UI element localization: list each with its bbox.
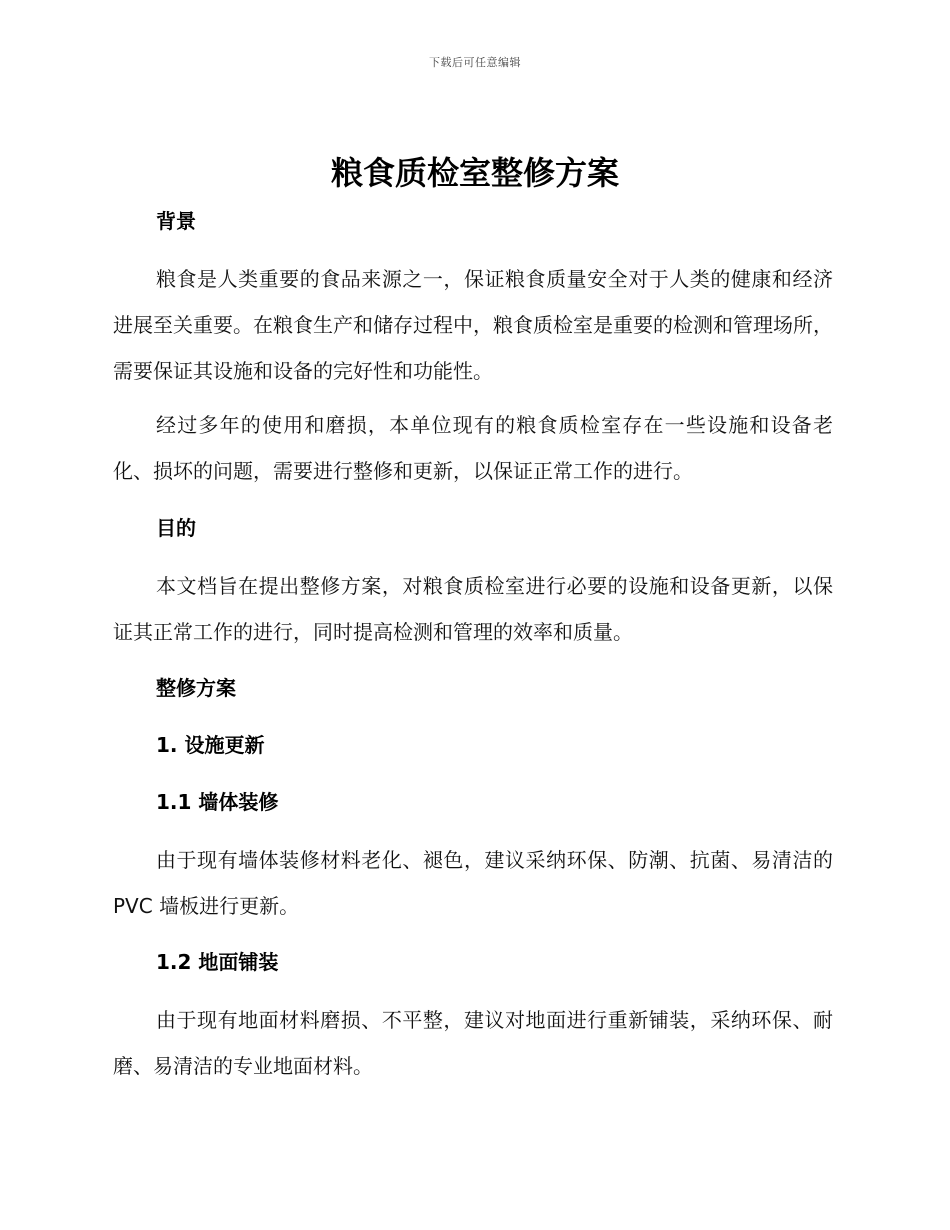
- paragraph-wall-renovation: 由于现有墙体装修材料老化、褪色，建议采纳环保、防潮、抗菌、易清洁的 PVC 墙板进行更新。: [113, 848, 833, 918]
- section-heading-background: 背景: [156, 209, 196, 233]
- document-title: 粮食质检室整修方案: [330, 154, 619, 192]
- section-heading-plan: 整修方案: [156, 676, 236, 700]
- paragraph-floor-paving: 由于现有地面材料磨损、不平整，建议对地面进行重新铺装，采纳环保、耐磨、易清洁的专业地面材料。: [113, 1008, 833, 1078]
- paragraph-background-2: 经过多年的使用和磨损，本单位现有的粮食质检室存在一些设施和设备老化、损坏的问题，需要进行整修和更新，以保证正常工作的进行。: [113, 413, 833, 483]
- section-heading-wall-renovation: 1.1 墙体装修: [156, 790, 279, 814]
- paragraph-purpose-1: 本文档旨在提出整修方案，对粮食质检室进行必要的设施和设备更新，以保证其正常工作的进行，同时提高检测和管理的效率和质量。: [113, 574, 833, 644]
- paragraph-background-1: 粮食是人类重要的食品来源之一，保证粮食质量安全对于人类的健康和经济进展至关重要。在粮食生产和储存过程中，粮食质检室是重要的检测和管理场所，需要保证其设施和设备的完好性和功能性。: [113, 267, 833, 383]
- section-heading-facility-update: 1. 设施更新: [156, 733, 265, 757]
- section-heading-floor-paving: 1.2 地面铺装: [156, 950, 279, 974]
- section-heading-purpose: 目的: [156, 516, 196, 540]
- page-header-note: 下载后可任意编辑: [429, 56, 521, 69]
